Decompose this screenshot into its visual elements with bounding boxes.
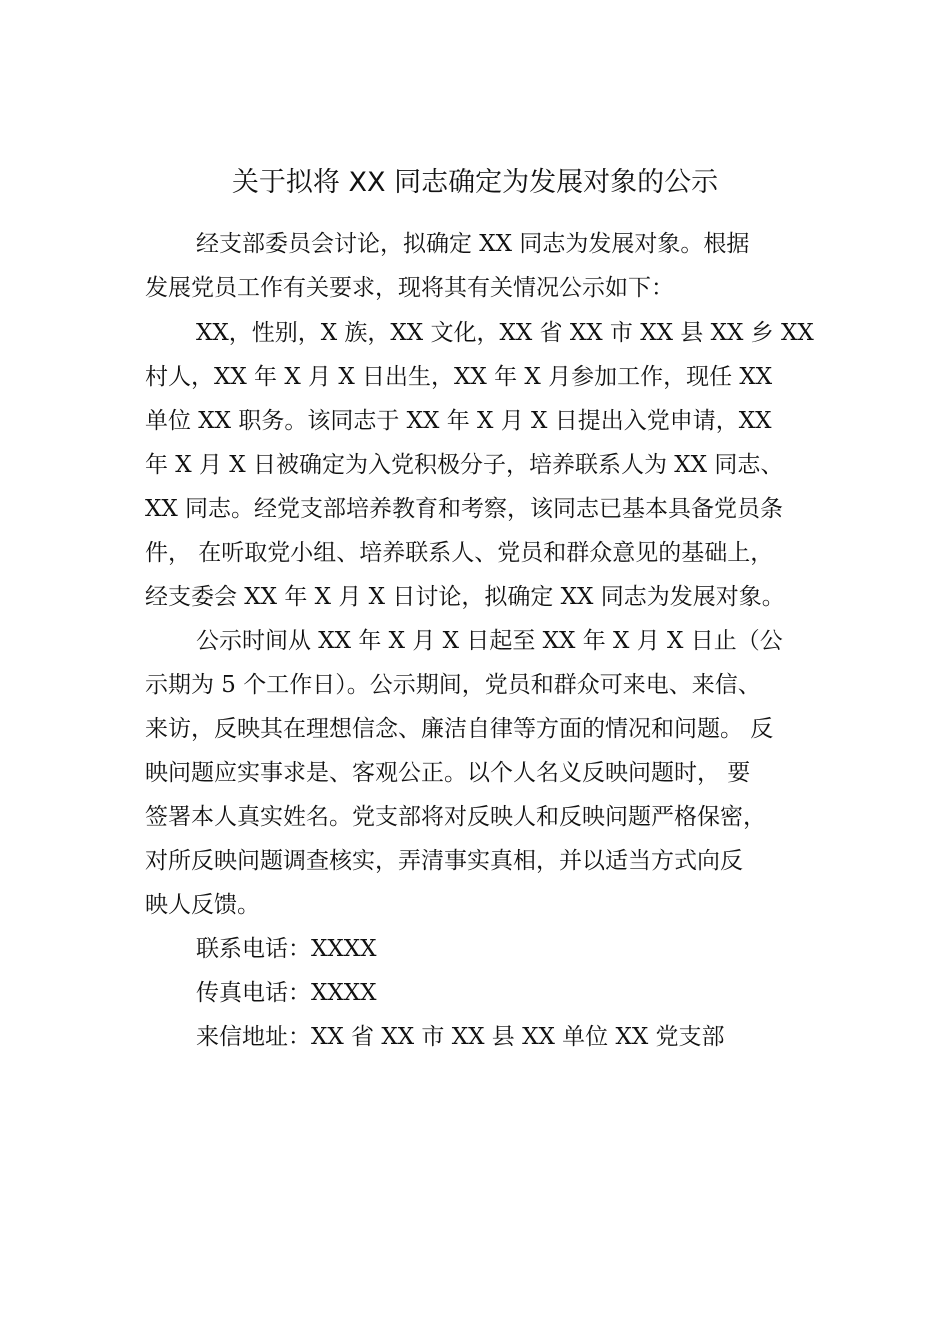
paragraph-line: 经支委会 XX 年 X 月 X 日讨论，拟确定 XX 同志为发展对象。 bbox=[145, 584, 785, 610]
paragraph-line: 发展党员工作有关要求，现将其有关情况公示如下： bbox=[145, 275, 674, 301]
paragraph-line: XX，性别，X 族，XX 文化，XX 省 XX 市 XX 县 XX 乡 XX bbox=[196, 320, 814, 346]
paragraph-line: 经支部委员会讨论，拟确定 XX 同志为发展对象。根据 bbox=[196, 231, 750, 257]
paragraph-line: 公示时间从 XX 年 X 月 X 日起至 XX 年 X 月 X 日止（公 bbox=[196, 628, 783, 654]
contact-fax: 传真电话：XXXX bbox=[196, 980, 377, 1006]
paragraph-line: 村人，XX 年 X 月 X 日出生，XX 年 X 月参加工作，现任 XX bbox=[145, 364, 773, 390]
paragraph-line: 映人反馈。 bbox=[145, 892, 260, 918]
paragraph-line: 映问题应实事求是、客观公正。以个人名义反映问题时， 要 bbox=[145, 760, 751, 786]
paragraph-line: 年 X 月 X 日被确定为入党积极分子，培养联系人为 XX 同志、 bbox=[145, 452, 784, 478]
paragraph-line: XX 同志。经党支部培养教育和考察，该同志已基本具备党员条 bbox=[145, 496, 784, 522]
contact-phone: 联系电话：XXXX bbox=[196, 936, 377, 962]
contact-address: 来信地址：XX 省 XX 市 XX 县 XX 单位 XX 党支部 bbox=[196, 1024, 725, 1050]
paragraph-line: 对所反映问题调查核实，弄清事实真相，并以适当方式向反 bbox=[145, 848, 743, 874]
paragraph-line: 单位 XX 职务。该同志于 XX 年 X 月 X 日提出入党申请，XX bbox=[145, 408, 772, 434]
paragraph-line: 来访，反映其在理想信念、廉洁自律等方面的情况和问题。 反 bbox=[145, 716, 774, 742]
paragraph-line: 示期为 5 个工作日）。公示期间，党员和群众可来电、来信、 bbox=[145, 672, 761, 698]
paragraph-line: 签署本人真实姓名。党支部将对反映人和反映问题严格保密， bbox=[145, 804, 766, 830]
paragraph-line: 件， 在听取党小组、培养联系人、党员和群众意见的基础上， bbox=[145, 540, 774, 566]
document-title: 关于拟将 XX 同志确定为发展对象的公示 bbox=[231, 167, 719, 198]
